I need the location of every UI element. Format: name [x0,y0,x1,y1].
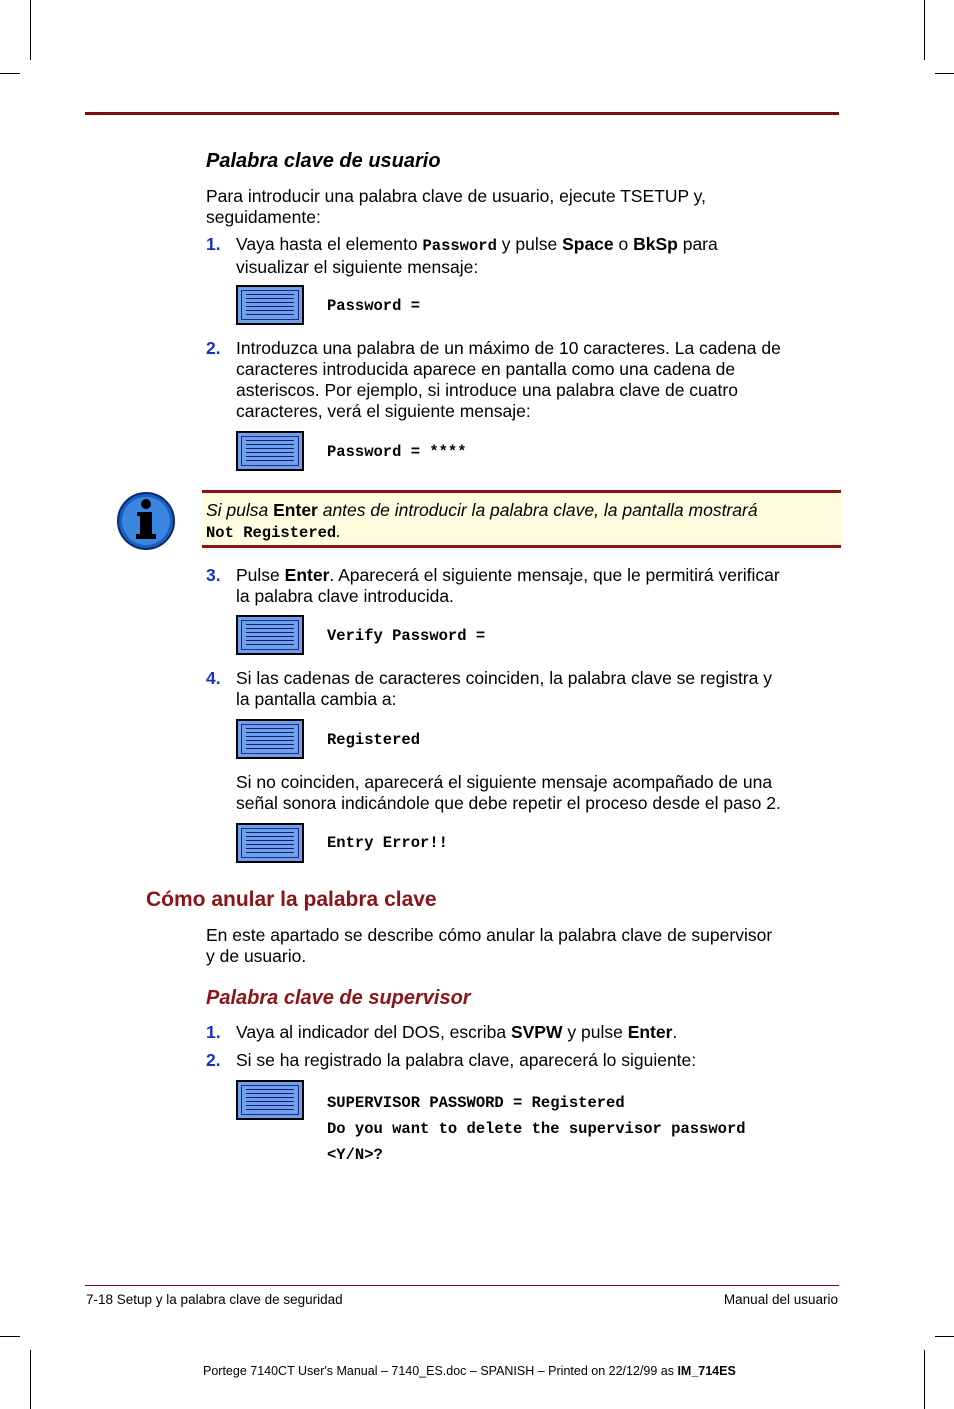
cancel-password-heading: Cómo anular la palabra clave [146,888,437,911]
screen-icon [236,615,304,655]
screen-icon [236,431,304,471]
step-4-text: Si las cadenas de caracteres coinciden, la palabra clave se registra y la pantalla cambia a: [236,668,772,709]
user-password-heading: Palabra clave de usuario [206,150,441,172]
supervisor-password-heading: Palabra clave de supervisor [206,987,471,1009]
screen-icon [236,285,304,325]
header-rule [85,112,839,115]
screen-icon [236,1080,304,1120]
step-number: 1. [206,234,221,254]
note-box [202,490,841,548]
crop-mark [0,73,20,74]
key-enter: Enter [284,565,330,585]
code-not-registered: Not Registered [206,524,337,542]
print-code: IM_714ES [677,1364,736,1378]
crop-mark [30,1350,31,1409]
footer-left: 7-18 Setup y la palabra clave de seguridad [86,1292,343,1307]
info-icon [115,491,177,551]
step-number: 1. [206,1022,221,1042]
step-3-text: Pulse Enter. Aparecerá el siguiente mensaje, que le permitirá verificar la palabra clave introducida. [236,565,780,606]
cancel-step-1-text: Vaya al indicador del DOS, escriba SVPW y pulse Enter. [236,1022,678,1042]
key-space: Space [562,234,614,254]
user-intro: Para introducir una palabra clave de usuario, ejecute TSETUP y, seguidamente: [206,186,706,227]
step-number: 2. [206,1050,221,1070]
footer-rule [85,1285,839,1286]
cancel-intro: En este apartado se describe cómo anular la palabra clave de supervisor y de usuario. [206,925,773,966]
step-4-extra: Si no coinciden, aparecerá el siguiente mensaje acompañado de una señal sonora indicándole que debe repetir el proceso desde el paso 2. [236,772,781,813]
crop-mark [924,0,925,60]
screen-message: Password = [327,297,421,315]
crop-mark [924,1350,925,1409]
code-password: Password [422,237,497,255]
screen-icon [236,823,304,863]
screen-message: Password = **** [327,443,467,461]
crop-mark [0,1336,20,1337]
screen-message: SUPERVISOR PASSWORD = Registered Do you want to delete the supervisor password <Y/N>? [327,1094,746,1164]
crop-mark [935,1336,954,1337]
key-svpw: SVPW [510,1022,563,1042]
screen-message: Registered [327,731,421,749]
step-number: 2. [206,338,221,358]
screen-message: Entry Error!! [327,834,448,852]
step-2-text: Introduzca una palabra de un máximo de 10 caracteres. La cadena de caracteres introducida aparece en pantalla como una cadena de asteriscos. Por ejemplo, si introduce una palabra clave de cuatro caracteres, verá el siguiente mensaje: [236,338,781,421]
key-bksp: BkSp [633,234,678,254]
step-1-text: Vaya hasta el elemento Password y pulse Space o BkSp para visualizar el siguiente mensaje: [236,234,718,277]
crop-mark [935,73,954,74]
cancel-step-2-text: Si se ha registrado la palabra clave, aparecerá lo siguiente: [236,1050,697,1070]
note-text: Si pulsa Enter antes de introducir la palabra clave, la pantalla mostrará Not Registered. [206,500,758,542]
step-number: 3. [206,565,221,585]
crop-mark [30,0,31,60]
step-number: 4. [206,668,221,688]
screen-icon [236,719,304,759]
footer-right: Manual del usuario [723,1292,838,1307]
key-enter: Enter [627,1022,673,1042]
key-enter: Enter [273,500,318,520]
print-info: Portege 7140CT User's Manual – 7140_ES.doc – SPANISH – Printed on 22/12/99 as IM_714ES [203,1364,736,1378]
screen-message: Verify Password = [327,627,486,645]
